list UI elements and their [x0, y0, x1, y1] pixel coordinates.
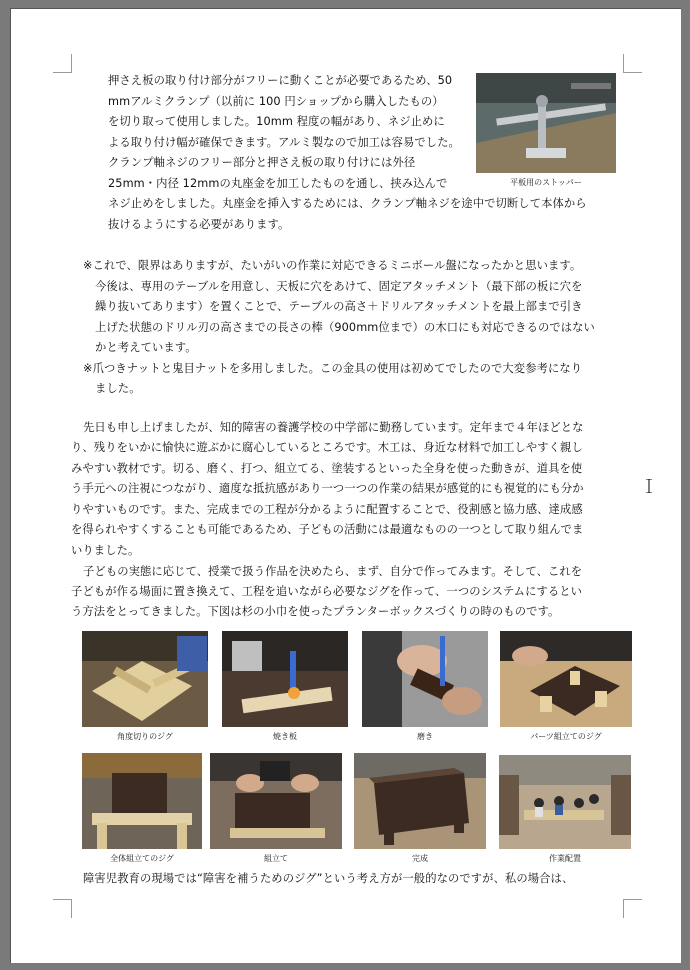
para3-line-3: う方法をとってきました。下図は杉の小巾を使ったプランターボックスづくりの時のものです。 [71, 605, 560, 618]
para-top-line-2: mmアルミクランプ（以前に 100 円ショップから購入したもの） [108, 95, 444, 108]
para2-line-3: みやすい教材です。切る、磨く、打つ、組立てる、塗装するといった全身を使った動きが、道具を使 [71, 462, 583, 475]
para-top-line-4: よる取り付け幅が確保できます。アルミ製なので加工は容易でした。 [108, 136, 460, 149]
stopper-caption: 平板用のストッパー [510, 178, 582, 187]
photo-polishing [362, 631, 488, 727]
photo-caption-6: 組立て [264, 854, 288, 863]
photo-angle-cut-jig [82, 631, 208, 727]
text-cursor-icon [646, 479, 652, 493]
para-top-line-3: を切り取って使用しました。10mm 程度の幅があり、ネジ止めに [108, 115, 445, 128]
para2-line-5: りやすいものです。また、完成までの工程が分かるように配置することで、役割感と協力感、達成感 [71, 503, 583, 516]
para-top-line-6: 25mm・内径 12mmの丸座金を加工したものを通し、挟み込んで [108, 177, 448, 190]
para-top-line-5: クランプ軸ネジのフリー部分と押さえ板の取り付けには外径 [108, 156, 416, 169]
note1-line-2: 今後は、専用のテーブルを用意し、天板に穴をあけて、固定アタッチメント（最下部の板に穴を [95, 280, 583, 293]
photo-caption-5: 全体組立てのジグ [110, 854, 174, 863]
note1-line-4: 上げた状態のドリル刃の高さまでの長さの棒（900mm位まで）の木口にも対応できるのではない [95, 321, 595, 334]
photo-work-layout [499, 755, 631, 849]
note2-line-1: ※爪つきナットと鬼目ナットを多用しました。この金具の使用は初めてでしたので大変参考になり [83, 362, 583, 375]
crop-mark-top-left [53, 54, 72, 73]
photo-burning-board [222, 631, 348, 727]
crop-mark-top-right [623, 54, 642, 73]
para2-line-7: いりました。 [71, 544, 140, 557]
photo-caption-7: 完成 [412, 854, 428, 863]
para3-line-1: 子どもの実態に応じて、授業で扱う作品を決めたら、まず、自分で作ってみます。そして、これを [83, 565, 583, 578]
para-top-line-1: 押さえ板の取り付け部分がフリーに動くことが必要であるため、50 [108, 74, 453, 87]
photo-caption-8: 作業配置 [549, 854, 581, 863]
photo-full-assembly-jig [82, 753, 202, 849]
stopper-photo [476, 73, 616, 173]
para2-line-1: 先日も申し上げましたが、知的障害の養護学校の中学部に勤務しています。定年まで４年ほどとな [83, 421, 584, 434]
document-page [10, 8, 681, 963]
photo-assembling [210, 753, 342, 849]
note1-line-5: かと考えています。 [95, 341, 197, 354]
photo-caption-4: パーツ組立てのジグ [530, 732, 602, 741]
photo-finished [354, 753, 486, 849]
para2-line-4: う手元への注視につながり、適度な抵抗感があり一つ一つの作業の結果が感覚的にも視覚的にも分か [71, 482, 584, 495]
note1-line-1: ※これで、限界はありますが、たいがいの作業に対応できるミニボール盤になったかと思います。 [83, 259, 582, 272]
photo-caption-1: 角度切りのジグ [117, 732, 173, 741]
last-line: 障害児教育の現場では“障害を補うためのジグ”という考え方が一般的なのですが、私の場合は、 [83, 872, 574, 885]
para2-line-6: を得られやすくすることも可能であるため、子どもの活動には最適なものの一つとして取り組んでま [71, 523, 584, 536]
crop-mark-bottom-left [53, 899, 72, 918]
note2-line-2: ました。 [95, 382, 141, 395]
para-top-line-7: ネジ止めをしました。丸座金を挿入するためには、クランプ軸ネジを途中で切断して本体から [108, 197, 587, 210]
para-top-line-8: 抜けるようにする必要があります。 [108, 218, 290, 231]
para3-line-2: 子どもが作る場面に置き換えて、工程を追いながら必要なジグを作って、一つのシステムにするとい [71, 585, 583, 598]
crop-mark-bottom-right [623, 899, 642, 918]
note1-line-3: 繰り抜いてあります）を置くことで、テーブルの高さ＋ドリルアタッチメントを最上部まで引き [95, 300, 583, 313]
para2-line-2: り、残りをいかに愉快に遊ぶかに腐心しているところです。木工は、身近な材料で加工しやすく親し [71, 441, 583, 454]
photo-parts-assembly-jig [500, 631, 632, 727]
photo-caption-2: 焼き板 [273, 732, 297, 741]
photo-caption-3: 磨き [417, 732, 433, 741]
